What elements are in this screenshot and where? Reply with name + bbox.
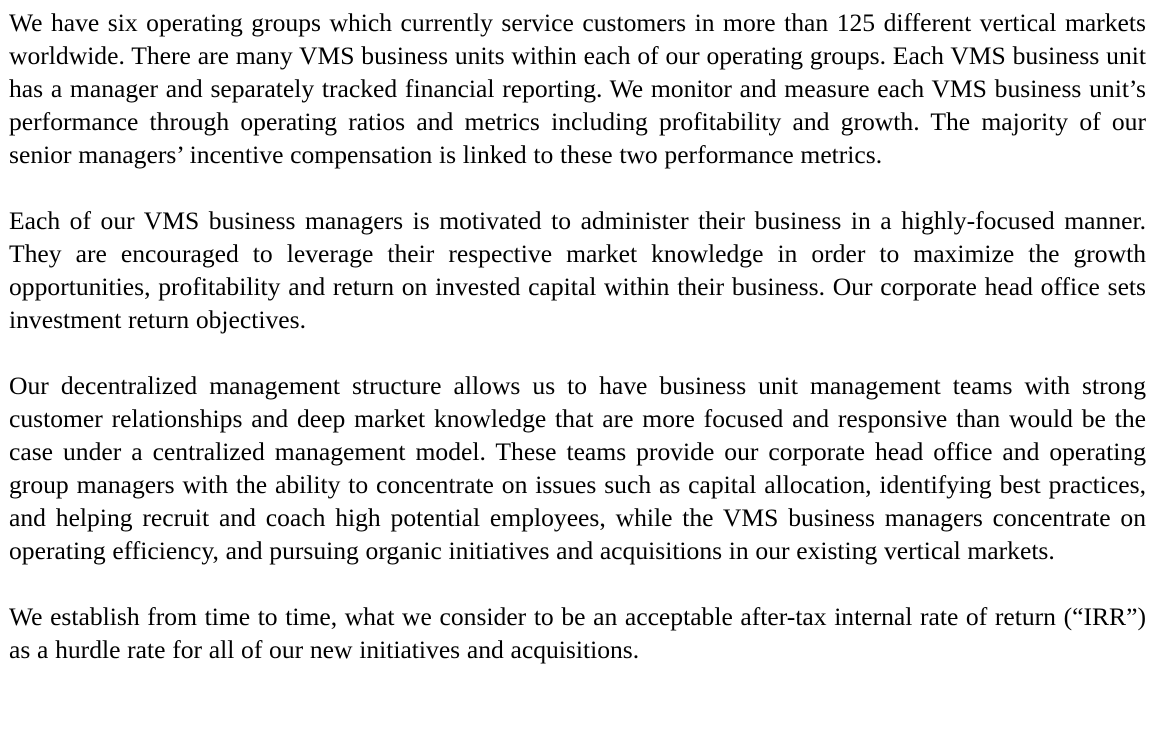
paragraph-irr-hurdle-rate: We establish from time to time, what we consider to be an acceptable after-tax internal rate of return (“IRR”) as a hurdle rate for all of our new initiatives and acquisitions.: [9, 602, 1146, 664]
paragraph-operating-groups: We have six operating groups which currently service customers in more than 125 different vertical markets worldwide. There are many VMS business units within each of our operating groups. Each VMS business unit has a manager and separately tracked financial reporting. We monitor and measure each VMS business unit’s performance through operating ratios and metrics including profitability and growth. The majority of our senior managers’ incentive compensation is linked to these two performance metrics.: [9, 8, 1146, 169]
paragraph-business-managers: Each of our VMS business managers is motivated to administer their business in a highly-focused manner. They are encouraged to leverage their respective market knowledge in order to maximize the growth opportunities, profitability and return on invested capital within their business. Our corporate head office sets investment return objectives.: [9, 206, 1146, 334]
paragraph-decentralized-management: Our decentralized management structure allows us to have business unit management teams with strong customer relationships and deep market knowledge that are more focused and responsive than would be the case under a centralized management model. These teams provide our corporate head office and operating group managers with the ability to concentrate on issues such as capital allocation, identifying best practices, and helping recruit and coach high potential employees, while the VMS business managers concentrate on operating efficiency, and pursuing organic initiatives and acquisitions in our existing vertical markets.: [9, 371, 1146, 565]
